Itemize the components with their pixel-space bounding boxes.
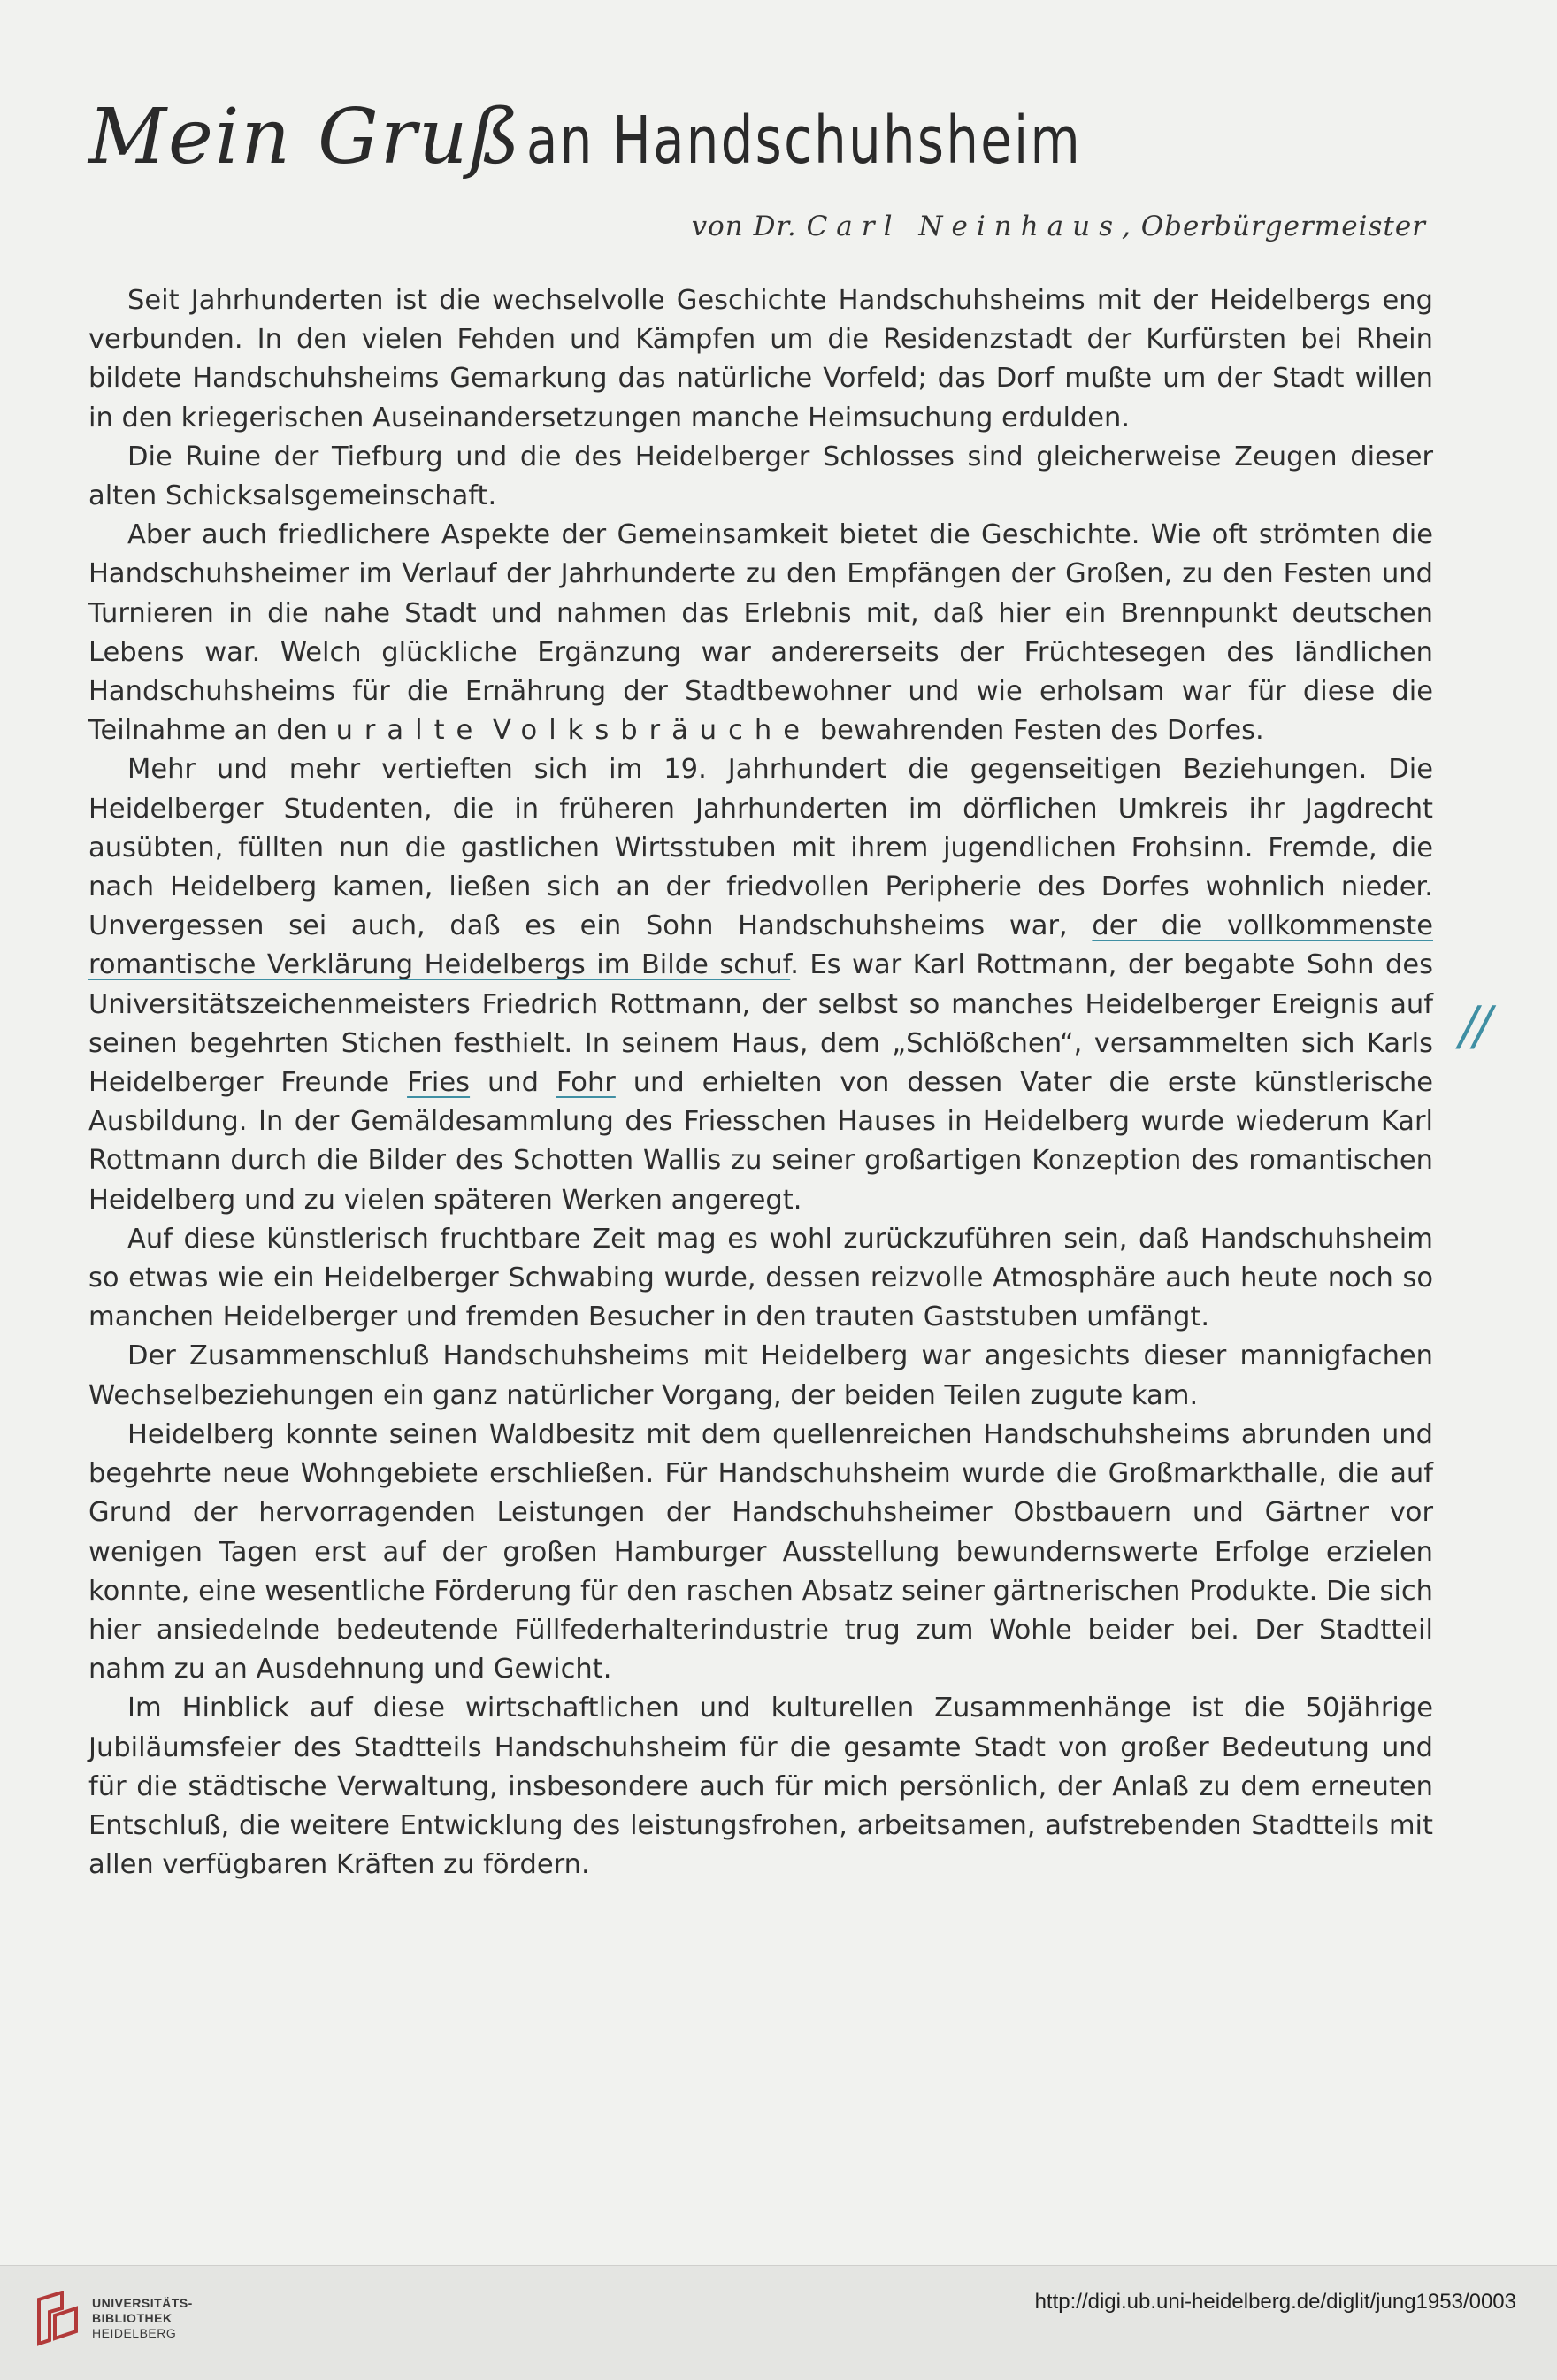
logo-line-1: UNIVERSITÄTS-	[92, 2296, 193, 2310]
library-logo-text	[92, 2296, 193, 2341]
paragraph-6: Der Zusammenschluß Handschuhsheims mit Heidelberg war angesichts dieser mannigfachen Wechselbeziehungen ein ganz natürlicher Vorgang, der beiden Teilen zugute kam.	[88, 1340, 1433, 1411]
paragraph-4-text: Mehr und mehr vertieften sich im 19. Jahrhundert die gegenseitigen Beziehungen. Die Heidelberger Studenten, die in früheren Jahrhunderten im dörflichen Umkreis ihr Jagdrecht ausübten, füllten nun die gastlichen Wirtsstuben mit ihrem jugendlichen Frohsinn. Fremde, die nach Heidelberg kamen, ließen sich an der friedvollen Peripherie des Dorfes wohnlich nieder. Unvergessen sei auch, daß es ein Sohn Handschuhsheims war,	[88, 754, 1433, 942]
title-plain-part: an Handschuhsheim	[525, 103, 1082, 179]
title-script-part: Mein Gruß	[88, 93, 522, 181]
paragraph-3	[88, 516, 1433, 750]
paragraph-3-text: Aber auch friedlichere Aspekte der Gemeinsamkeit bietet die Geschichte. Wie oft strömten die Handschuhsheimer im Verlauf der Jahrhunderte zu den Empfängen der Großen, zu den Festen und Turnieren in die nahe Stadt und nahmen das Erlebnis mit, daß hier ein Brennpunkt deutschen Lebens war. Welch glückliche Ergänzung war andererseits der Früchtesegen des ländlichen Handschuhsheims für die Ernährung der Stadtbewohner und wie erholsam war für diese die Teilnahme an den	[88, 519, 1433, 747]
byline-author-name: Carl Neinhaus	[806, 211, 1123, 242]
paragraph-5: Auf diese künstlerisch fruchtbare Zeit mag es wohl zurückzuführen sein, daß Handschuhsheim so etwas wie ein Heidelberger Schwabing wurde, dessen reizvolle Atmosphäre auch heute noch so manchen Heidelberger und fremden Besucher in den trauten Gaststuben umfängt.	[88, 1223, 1433, 1333]
underlined-name-fries: Fries	[407, 1067, 471, 1099]
spaced-word-uralte: uralte	[335, 715, 485, 747]
paragraph-2: Die Ruine der Tiefburg und die des Heidelberger Schlosses sind gleicherweise Zeugen dieser alten Schicksalsgemeinschaft.	[88, 441, 1433, 512]
paragraph-4-end: und erhielten von dessen Vater die erste künstlerische Ausbildung. In der Gemäldesammlung des Friesschen Hauses in Heidelberg wurde wiederum Karl Rottmann durch die Bilder des Schotten Wallis zu seiner großartigen Konzeption des romantischen Heidelberg und zu vielen späteren Werken angeregt.	[88, 1067, 1433, 1216]
paragraph-4-and: und	[487, 1067, 539, 1099]
university-library-logo-icon	[32, 2291, 83, 2347]
logo-line-2: BIBLIOTHEK	[92, 2311, 173, 2325]
page-title	[88, 93, 1415, 190]
source-url-link[interactable]: http://digi.ub.uni-heidelberg.de/diglit/jung1953/0003	[1034, 2290, 1516, 2314]
underlined-name-fohr: Fohr	[556, 1067, 616, 1099]
paragraph-8: Im Hinblick auf diese wirtschaftlichen und kulturellen Zusammenhänge ist die 50jährige Jubiläumsfeier des Stadtteils Handschuhsheim für die gesamte Stadt von großer Bedeutung und für die städtische Verwaltung, insbesondere auch für mich persönlich, der Anlaß zu dem erneuten Entschluß, die weitere Entwicklung des leistungsfrohen, arbeitsamen, aufstrebenden Stadtteils mit allen verfügbaren Kräften zu fördern.	[88, 1693, 1433, 1881]
paragraph-4	[88, 750, 1433, 1219]
paragraph-4-middle: . Es war Karl Rottmann, der begabte Sohn des Universitätszeichenmeisters Friedrich Rottmann, der selbst so manches Heidelberger Ereignis auf seinen begehrten Stichen festhielt. In seinem Haus, dem „Schlößchen“, versammelten sich Karls Heidelberger Freunde	[88, 949, 1433, 1099]
footer-bar	[0, 2265, 1557, 2380]
byline	[692, 211, 1426, 242]
byline-prefix: von Dr.	[691, 211, 797, 242]
article-body	[88, 281, 1433, 1885]
paragraph-3-end: bewahrenden Festen des Dorfes.	[819, 715, 1264, 747]
logo-line-3: HEIDELBERG	[92, 2326, 177, 2340]
pencil-underlined-passage: der die vollkommenste romantische Verklärung Heidelbergs im Bilde schuf	[88, 910, 1433, 981]
paragraph-1: Seit Jahrhunderten ist die wechselvolle Geschichte Handschuhsheims mit der Heidelbergs eng verbunden. In den vielen Fehden und Kämpfen um die Residenzstadt der Kurfürsten bei Rhein bildete Handschuhsheims Gemarkung das natürliche Vorfeld; das Dorf mußte um der Stadt willen in den kriegerischen Auseinandersetzungen manche Heimsuchung erdulden.	[88, 285, 1433, 434]
spaced-word-volksbraeuche: Volksbräuche	[493, 715, 811, 747]
pencil-margin-mark: //	[1460, 995, 1489, 1057]
paragraph-7: Heidelberg konnte seinen Waldbesitz mit dem quellenreichen Handschuhsheims abrunden und begehrte neue Wohngebiete erschließen. Für Handschuhsheim wurde die Großmarkthalle, die auf Grund der hervorragenden Leistungen der Handschuhsheimer Obstbauern und Gärtner vor wenigen Tagen erst auf der großen Hamburger Ausstellung bewundernswerte Erfolge erzielen konnte, eine wesentliche Förderung für den raschen Absatz seiner gärtnerischen Produkte. Die sich hier ansiedelnde bedeutende Füllfederhalterindustrie trug zum Wohle beider bei. Der Stadtteil nahm zu an Ausdehnung und Gewicht.	[88, 1418, 1433, 1685]
byline-role: , Oberbürgermeister	[1122, 211, 1426, 242]
